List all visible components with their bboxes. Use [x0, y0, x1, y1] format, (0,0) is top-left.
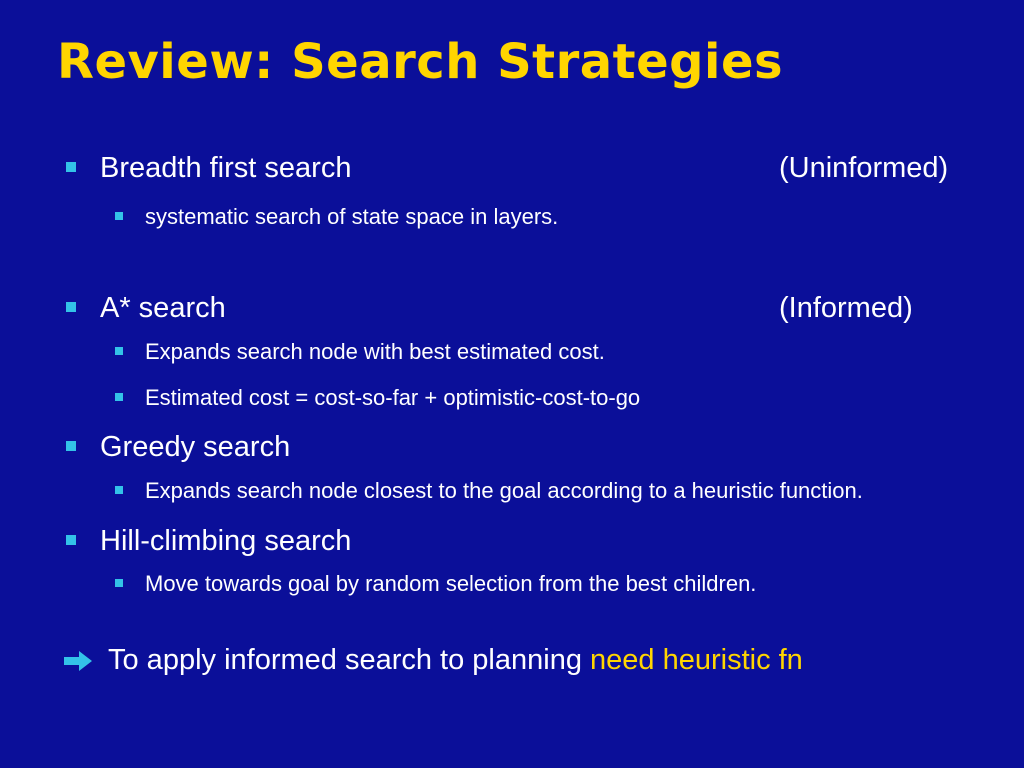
conclusion-highlight: need heuristic fn	[590, 644, 803, 676]
list-item-breadth-first	[62, 150, 982, 186]
slide-title: Review: Search Strategies	[57, 34, 784, 90]
item-label: A* search	[100, 292, 226, 324]
square-bullet-icon	[115, 347, 123, 355]
square-bullet-icon	[66, 162, 76, 172]
item-tag: (Informed)	[779, 292, 913, 324]
sub-item	[62, 569, 985, 598]
square-bullet-icon	[115, 486, 123, 494]
item-tag: (Uninformed)	[779, 152, 949, 184]
sub-item	[62, 383, 985, 412]
conclusion	[62, 642, 982, 678]
square-bullet-icon	[115, 393, 123, 401]
sub-item-text: Estimated cost = cost-so-far + optimistic-cost-to-go	[145, 385, 641, 410]
item-label: Breadth first search	[100, 152, 352, 184]
sub-item-text: Expands search node closest to the goal according to a heuristic function.	[145, 478, 863, 503]
sub-item-text: Move towards goal by random selection from the best children.	[145, 571, 757, 596]
square-bullet-icon	[115, 579, 123, 587]
list-item-a-star	[62, 290, 982, 326]
square-bullet-icon	[66, 535, 76, 545]
list-item-greedy	[62, 429, 982, 465]
sub-item-text: Expands search node with best estimated cost.	[145, 339, 605, 364]
sub-item	[62, 337, 985, 366]
square-bullet-icon	[66, 441, 76, 451]
bullet-list	[62, 150, 982, 678]
square-bullet-icon	[115, 212, 123, 220]
sub-item-text: systematic search of state space in layers.	[145, 204, 559, 229]
item-label: Hill-climbing search	[100, 525, 352, 557]
item-label: Greedy search	[100, 431, 291, 463]
square-bullet-icon	[66, 302, 76, 312]
list-item-hill-climbing	[62, 523, 982, 559]
conclusion-text: To apply informed search to planning	[108, 644, 591, 676]
right-arrow-icon	[62, 650, 94, 672]
sub-item	[62, 202, 985, 231]
sub-item	[62, 476, 985, 505]
